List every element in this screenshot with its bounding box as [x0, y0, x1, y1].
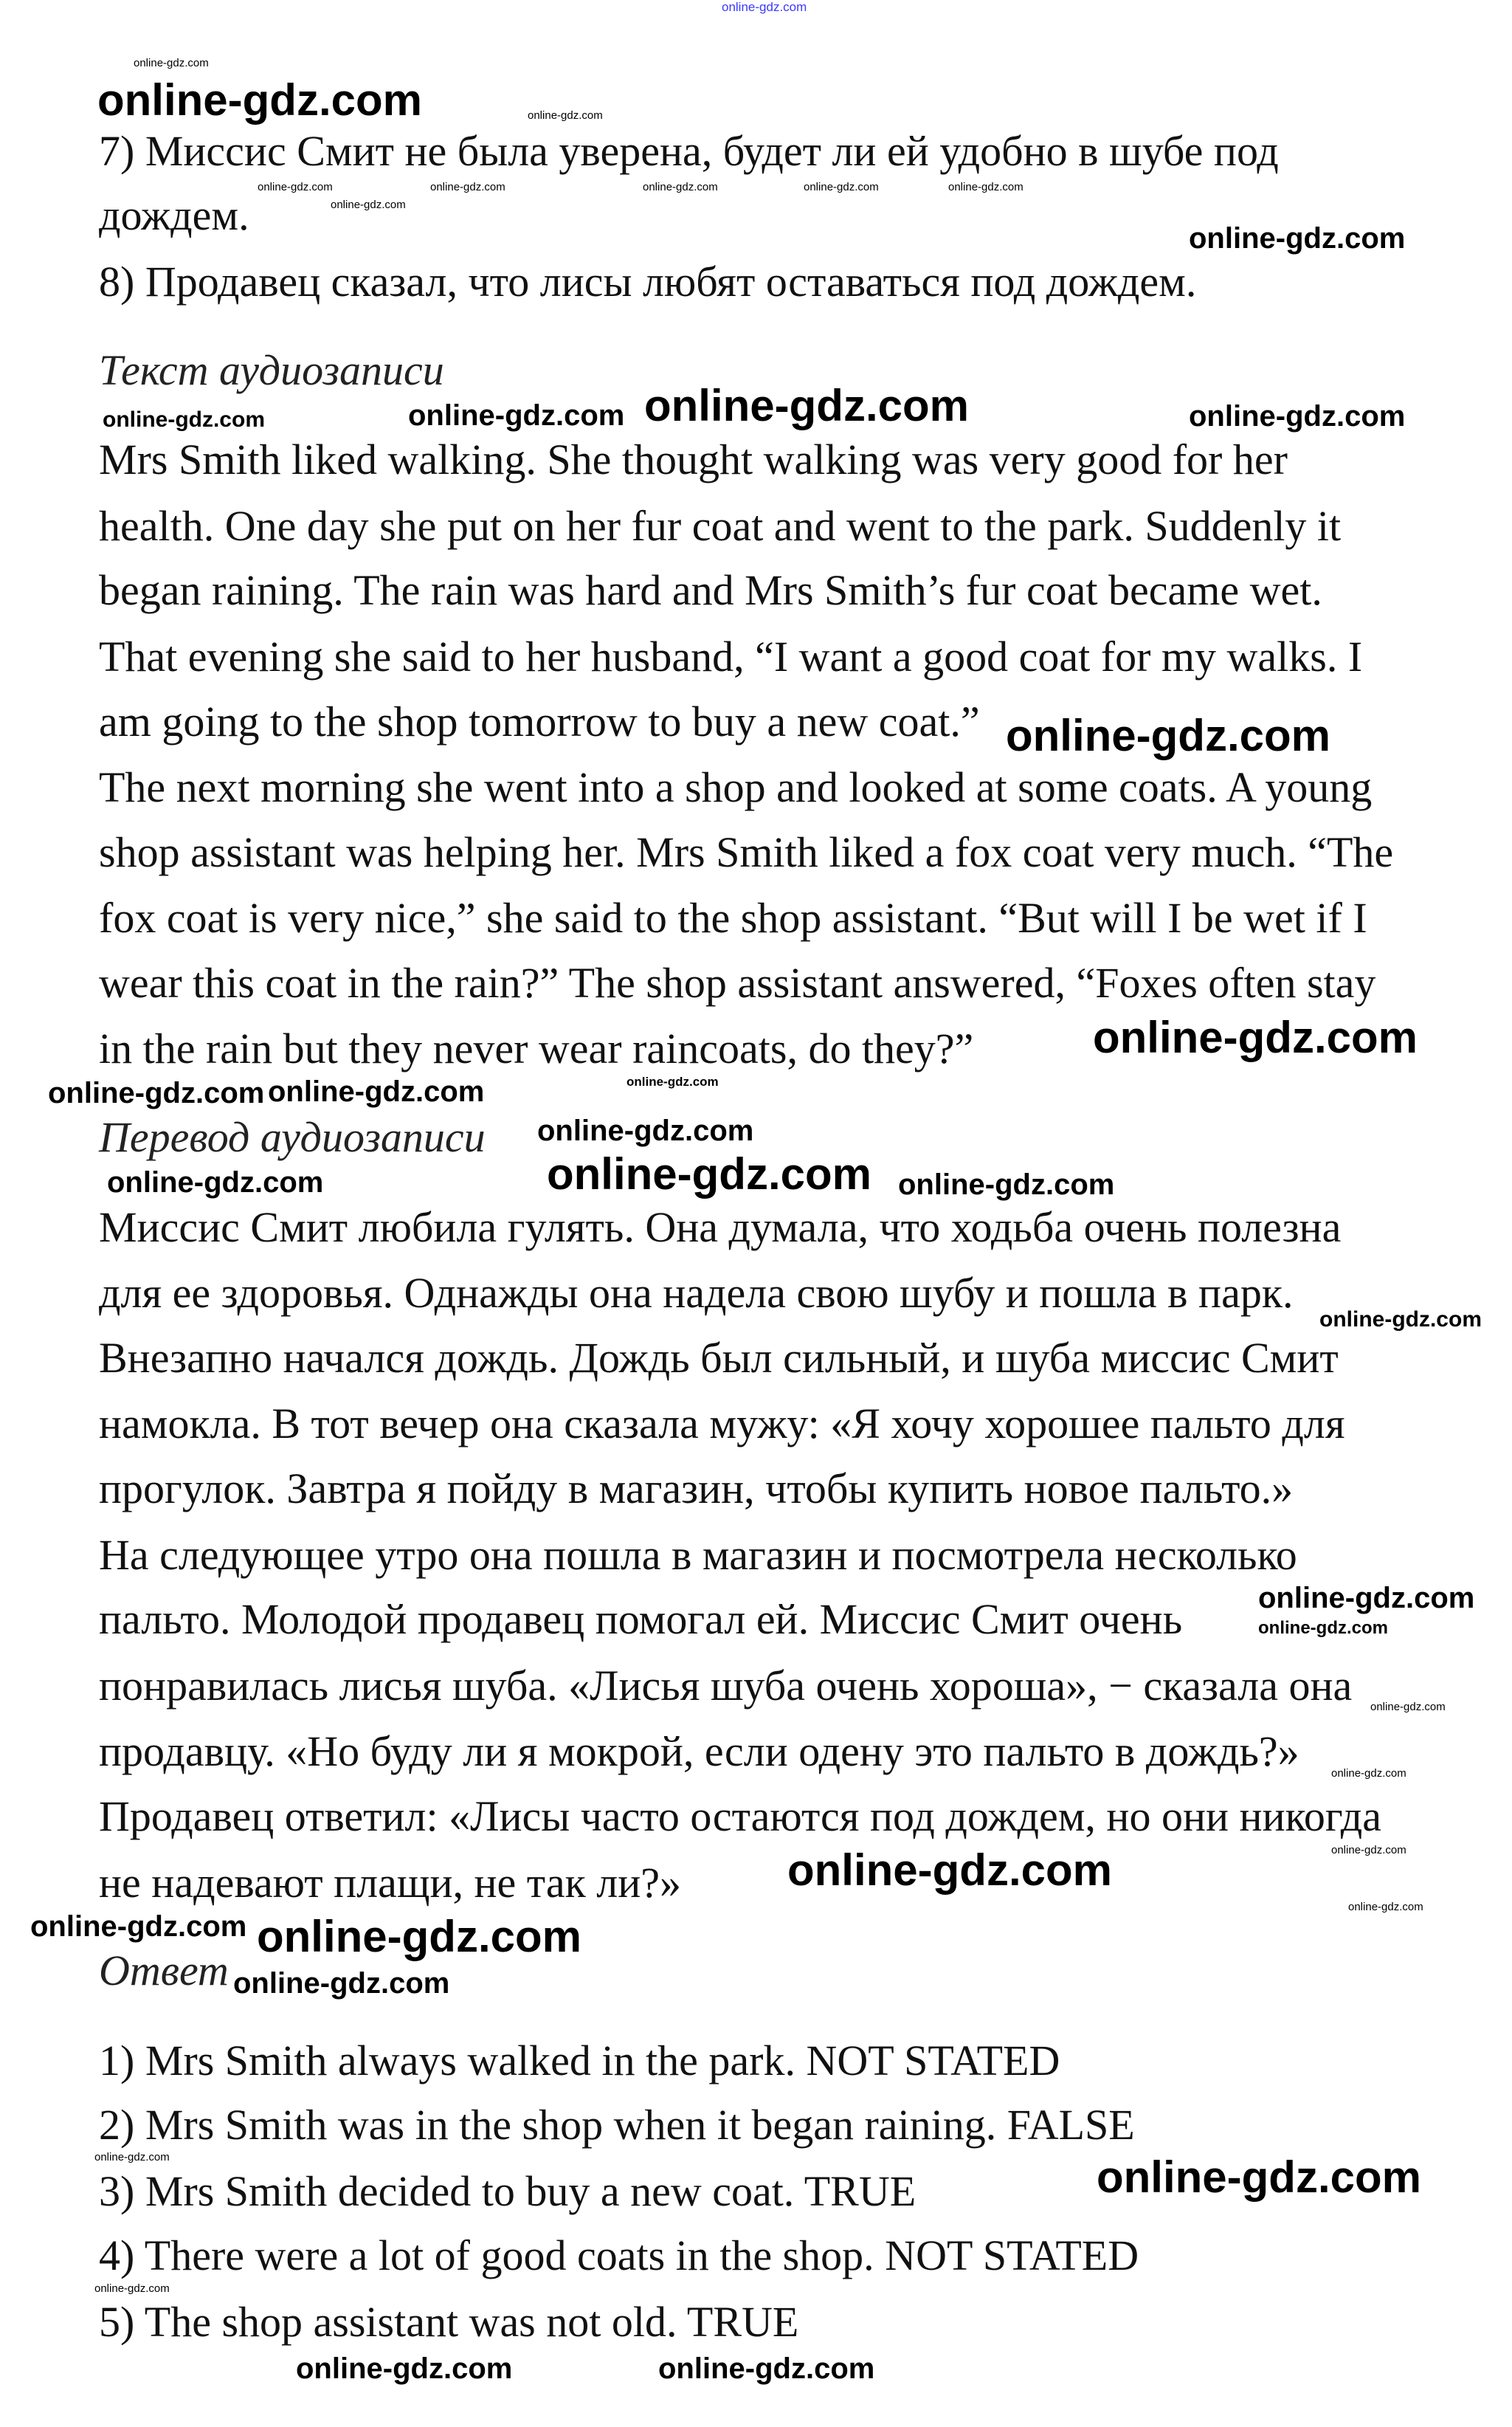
- watermark-text: online-gdz.com: [1370, 1701, 1446, 1713]
- watermark-text: online-gdz.com: [537, 1115, 754, 1147]
- watermark-text: online-gdz.com: [804, 181, 879, 193]
- watermark-text: online-gdz.com: [1006, 711, 1330, 760]
- watermark-text: online-gdz.com: [233, 1967, 450, 2000]
- watermark-text: online-gdz.com: [97, 75, 422, 125]
- task-statement-line: 8) Продавец сказал, что лисы любят оставаться под дождем.: [99, 258, 1197, 306]
- watermark-text: online-gdz.com: [1189, 400, 1406, 433]
- transcript-line: in the rain but they never wear raincoats, do they?”: [99, 1025, 974, 1073]
- watermark-text: online-gdz.com: [1093, 1013, 1418, 1062]
- watermark-text: online-gdz.com: [1331, 1844, 1406, 1856]
- watermark-text: online-gdz.com: [1331, 1767, 1406, 1780]
- watermark-text: online-gdz.com: [528, 109, 603, 122]
- watermark-text: online-gdz.com: [948, 181, 1023, 193]
- watermark-text: online-gdz.com: [626, 1075, 719, 1089]
- watermark-text: online-gdz.com: [1189, 222, 1406, 255]
- transcript-line: am going to the shop tomorrow to buy a new coat.”: [99, 698, 980, 746]
- watermark-text: online-gdz.com: [268, 1075, 485, 1108]
- task-statement-line: 7) Миссис Смит не была уверена, будет ли ей удобно в шубе под: [99, 127, 1279, 175]
- transcript-line: health. One day she put on her fur coat and went to the park. Suddenly it: [99, 502, 1342, 550]
- translation-line: продавцу. «Но буду ли я мокрой, если одену это пальто в дождь?»: [99, 1727, 1299, 1775]
- watermark-text: online-gdz.com: [48, 1077, 265, 1109]
- watermark-text: online-gdz.com: [107, 1166, 324, 1199]
- answer-line: 2) Mrs Smith was in the shop when it began raining. FALSE: [99, 2101, 1135, 2149]
- watermark-text: online-gdz.com: [658, 2352, 875, 2385]
- transcript-line: wear this coat in the rain?” The shop assistant answered, “Foxes often stay: [99, 959, 1376, 1007]
- answer-line: 4) There were a lot of good coats in the shop. NOT STATED: [99, 2231, 1139, 2279]
- answer-line: 3) Mrs Smith decided to buy a new coat. TRUE: [99, 2167, 916, 2215]
- watermark-text: online-gdz.com: [1258, 1582, 1475, 1614]
- watermark-text: online-gdz.com: [430, 181, 505, 193]
- translation-line: пальто. Молодой продавец помогал ей. Миссис Смит очень: [99, 1595, 1183, 1643]
- transcript-heading: Текст аудиозаписи: [99, 346, 444, 394]
- translation-heading: Перевод аудиозаписи: [99, 1113, 486, 1161]
- translation-line: Продавец ответил: «Лисы часто остаются под дождем, но они никогда: [99, 1792, 1382, 1840]
- watermark-text: online-gdz.com: [296, 2352, 513, 2385]
- answer-line: 5) The shop assistant was not old. TRUE: [99, 2298, 799, 2346]
- watermark-text: online-gdz.com: [643, 181, 718, 193]
- watermark-text: online-gdz.com: [331, 199, 406, 211]
- transcript-line: began raining. The rain was hard and Mrs Smith’s fur coat became wet.: [99, 566, 1322, 614]
- watermark-text: online-gdz.com: [257, 1912, 581, 1961]
- watermark-text: online-gdz.com: [94, 2282, 170, 2295]
- translation-line: Миссис Смит любила гулять. Она думала, что ходьба очень полезна: [99, 1203, 1342, 1251]
- watermark-text: online-gdz.com: [1348, 1901, 1423, 1913]
- translation-line: намокла. В тот вечер она сказала мужу: «Я хочу хорошее пальто для: [99, 1400, 1345, 1447]
- translation-line: понравилась лисья шуба. «Лисья шуба очень хороша», − сказала она: [99, 1662, 1353, 1710]
- translation-line: для ее здоровья. Однажды она надела свою шубу и пошла в парк.: [99, 1269, 1294, 1317]
- watermark-text: online-gdz.com: [1319, 1307, 1482, 1332]
- watermark-text: online-gdz.com: [258, 181, 333, 193]
- watermark-text: online-gdz.com: [787, 1845, 1112, 1895]
- watermark-text: online-gdz.com: [134, 57, 209, 69]
- transcript-line: The next morning she went into a shop and looked at some coats. A young: [99, 763, 1373, 811]
- translation-line: На следующее утро она пошла в магазин и посмотрела несколько: [99, 1531, 1297, 1579]
- watermark-text: online-gdz.com: [1097, 2152, 1421, 2202]
- transcript-line: That evening she said to her husband, “I want a good coat for my walks. I: [99, 633, 1363, 681]
- watermark-text: online-gdz.com: [644, 381, 969, 430]
- translation-line: Внезапно начался дождь. Дождь был сильный, и шуба миссис Смит: [99, 1334, 1339, 1382]
- transcript-line: shop assistant was helping her. Mrs Smith liked a fox coat very much. “The: [99, 828, 1394, 876]
- watermark-text: online-gdz.com: [898, 1168, 1115, 1201]
- watermark-text: online-gdz.com: [408, 399, 625, 432]
- watermark-text: online-gdz.com: [30, 1910, 247, 1943]
- watermark-text: online-gdz.com: [722, 0, 807, 14]
- watermark-text: online-gdz.com: [103, 407, 265, 432]
- transcript-line: fox coat is very nice,” she said to the shop assistant. “But will I be wet if I: [99, 894, 1367, 942]
- translation-line: прогулок. Завтра я пойду в магазин, чтобы купить новое пальто.»: [99, 1464, 1294, 1512]
- watermark-text: online-gdz.com: [94, 2151, 170, 2163]
- task-statement-line: дождем.: [99, 191, 249, 239]
- watermark-text: online-gdz.com: [1258, 1618, 1388, 1638]
- translation-line: не надевают плащи, не так ли?»: [99, 1859, 682, 1907]
- answer-line: 1) Mrs Smith always walked in the park. NOT STATED: [99, 2037, 1060, 2085]
- transcript-line: Mrs Smith liked walking. She thought walking was very good for her: [99, 436, 1288, 483]
- answer-heading: Ответ: [99, 1946, 229, 1994]
- watermark-text: online-gdz.com: [547, 1149, 871, 1199]
